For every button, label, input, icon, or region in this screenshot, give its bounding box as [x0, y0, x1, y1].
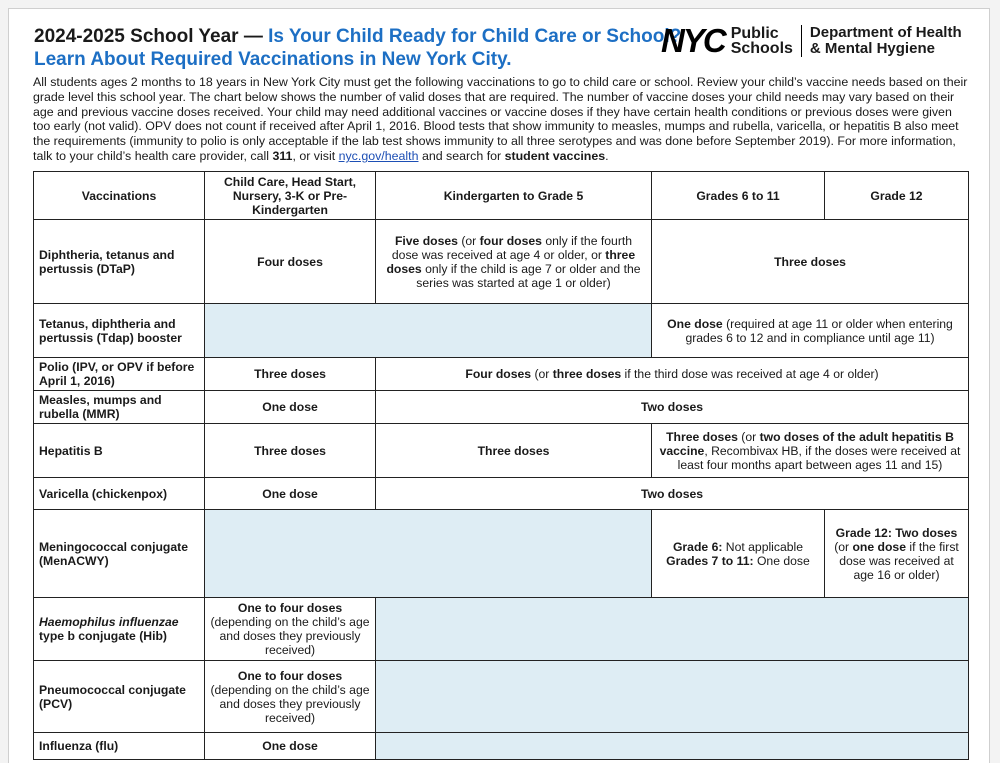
menacwy-g611: [652, 510, 825, 598]
vaccine-name: Pneumococcal conjugate (PCV): [34, 661, 205, 733]
dtap-k5-b1: Five doses: [394, 233, 458, 248]
col-header-vaccinations: Vaccinations: [34, 172, 205, 220]
logo-divider: [801, 25, 802, 57]
title-prefix: 2024-2025 School Year —: [34, 26, 269, 47]
dtap-k5-t2: only if the fourth dose was received at age 4 or older, or: [391, 233, 633, 262]
phone-number: 311: [272, 148, 293, 163]
menacwy-g611-t1: Not applicable: [722, 539, 804, 554]
hib-not-required: [376, 598, 969, 661]
logo-schools-line1: Public: [730, 25, 779, 42]
hepb-childcare: Three doses: [205, 424, 376, 478]
menacwy-not-required: [205, 510, 652, 598]
header: [9, 9, 989, 69]
dtap-g612: Three doses: [652, 220, 969, 304]
search-term: student vaccines: [504, 148, 606, 163]
vaccine-name: Diphtheria, tetanus and pertussis (DTaP): [34, 220, 205, 304]
row-hib: [34, 598, 969, 661]
logos: [661, 22, 962, 59]
row-varicella: [34, 478, 969, 510]
row-flu: [34, 733, 969, 760]
menacwy-g12: [825, 510, 969, 598]
pcv-childcare: [205, 661, 376, 733]
hib-childcare: [205, 598, 376, 661]
dtap-k5: [376, 220, 652, 304]
logo-doh-line2: & Mental Hygiene: [809, 40, 935, 57]
pcv-childcare-t: (depending on the child’s age and doses they previously received): [210, 682, 370, 725]
dtap-k5-t3: only if the child is age 7 or older and the series was started at age 1 or older): [416, 261, 641, 290]
tdap-g612: [652, 304, 969, 358]
row-dtap: [34, 220, 969, 304]
row-menacwy: [34, 510, 969, 598]
dtap-k5-b2: four doses: [479, 233, 542, 248]
varicella-childcare: One dose: [205, 478, 376, 510]
intro-search-for: and search for: [418, 148, 505, 163]
tdap-g612-t: (required at age 11 or older when entering grades 6 to 12 and in compliance until age 11): [685, 316, 953, 345]
col-header-g12: Grade 12: [825, 172, 969, 220]
polio-childcare: Three doses: [205, 358, 376, 391]
logo-doh-line1: Department of Health: [809, 24, 962, 41]
intro-end: .: [605, 148, 609, 163]
hepb-k5: Three doses: [376, 424, 652, 478]
nyc-logo: NYC: [661, 22, 725, 59]
hib-name-rest: type b conjugate (Hib): [39, 629, 167, 643]
hib-name-italic: Haemophilus influenzae: [39, 615, 179, 629]
hib-childcare-b: One to four doses: [237, 601, 343, 615]
health-link[interactable]: nyc.gov/health: [338, 148, 419, 163]
menacwy-g611-b2: Grades 7 to 11:: [666, 553, 754, 568]
vaccine-name: [34, 598, 205, 661]
polio-k12-t1: (or: [531, 367, 553, 381]
row-mmr: [34, 391, 969, 424]
menacwy-g611-b1: Grade 6:: [672, 539, 723, 554]
vaccine-name: Influenza (flu): [34, 733, 205, 760]
pcv-not-required: [376, 661, 969, 733]
vaccine-name: Tetanus, diphtheria and pertussis (Tdap) booster: [34, 304, 205, 358]
dtap-k5-t1: (or: [457, 233, 480, 248]
menacwy-g611-t2: One dose: [753, 553, 810, 568]
tdap-not-required: [205, 304, 652, 358]
menacwy-g12-t1: (or: [834, 539, 853, 554]
vaccine-name: Hepatitis B: [34, 424, 205, 478]
menacwy-g12-t2: if the first dose was received at age 16 or older): [839, 539, 959, 582]
logo-schools-line2: Schools: [730, 40, 793, 57]
row-hepb: [34, 424, 969, 478]
row-tdap: [34, 304, 969, 358]
vaccine-name: Polio (IPV, or OPV if before April 1, 2016): [34, 358, 205, 391]
flu-childcare: One dose: [205, 733, 376, 760]
menacwy-g12-b1: Grade 12: Two doses: [835, 525, 958, 540]
hepb-g612: [652, 424, 969, 478]
intro-text: All students ages 2 months to 18 years in New York City must get the following vaccinations to go to child care or school. Review your child’s vaccine needs based on their grade level this school year. The chart below shows the number of valid doses that are required. The number of vaccine doses your child needs may vary based on their age and previous vaccine doses received. Your child may need additional vaccines or vaccine doses if they have certain health conditions or previous doses were given too early (not valid). OPV does not count if received after April 1, 2016. Blood tests that show immunity to measles, mumps and rubella, varicella, or hepatitis B also meet the requirements (immunity to polio is only acceptable if the lab test shows immunity to all three serotypes and was done before September 2019). For more information, talk to your child’s health care provider, call: [33, 75, 968, 163]
hib-childcare-t: (depending on the child’s age and doses they previously received): [210, 615, 370, 657]
intro-paragraph: [33, 75, 969, 164]
polio-k12-b2: three doses: [552, 367, 622, 381]
pcv-childcare-b: One to four doses: [237, 668, 343, 683]
tdap-g612-b: One dose: [667, 316, 723, 331]
col-header-g611: Grades 6 to 11: [652, 172, 825, 220]
vaccine-name: Meningococcal conjugate (MenACWY): [34, 510, 205, 598]
dtap-childcare: Four doses: [205, 220, 376, 304]
flu-not-required: [376, 733, 969, 760]
mmr-childcare: One dose: [205, 391, 376, 424]
intro-or-visit: , or visit: [292, 148, 339, 163]
col-header-k5: Kindergarten to Grade 5: [376, 172, 652, 220]
hepb-g612-t1: (or: [737, 429, 760, 444]
vaccination-table: [33, 171, 969, 760]
col-header-childcare: Child Care, Head Start, Nursery, 3-K or Pre-Kindergarten: [205, 172, 376, 220]
polio-k12-t2: if the third dose was received at age 4 or older): [621, 367, 879, 381]
hepb-g612-b2: two doses of the adult hepatitis B vaccine: [659, 429, 954, 458]
varicella-k12: Two doses: [376, 478, 969, 510]
page-title: [34, 25, 684, 71]
menacwy-g12-b2: one dose: [852, 539, 906, 554]
mmr-k12: Two doses: [376, 391, 969, 424]
header-row: [34, 172, 969, 220]
dtap-k5-b3: three doses: [386, 247, 636, 276]
polio-k12: [376, 358, 969, 391]
title-question: Is Your Child Ready for Child Care or School? Learn About Required Vaccinations in New York City.: [34, 26, 682, 70]
hepb-g612-t2: , Recombivax HB, if the doses were received at least four months apart between ages 11 and 15): [677, 443, 961, 472]
polio-k12-b1: Four doses: [465, 367, 532, 381]
hepb-g612-b1: Three doses: [666, 429, 738, 444]
vaccine-name: Varicella (chickenpox): [34, 478, 205, 510]
doh-logo: [810, 25, 962, 57]
public-schools-logo: [731, 26, 793, 56]
vaccine-name: Measles, mumps and rubella (MMR): [34, 391, 205, 424]
document-page: [8, 8, 990, 763]
row-polio: [34, 358, 969, 391]
row-pcv: [34, 661, 969, 733]
